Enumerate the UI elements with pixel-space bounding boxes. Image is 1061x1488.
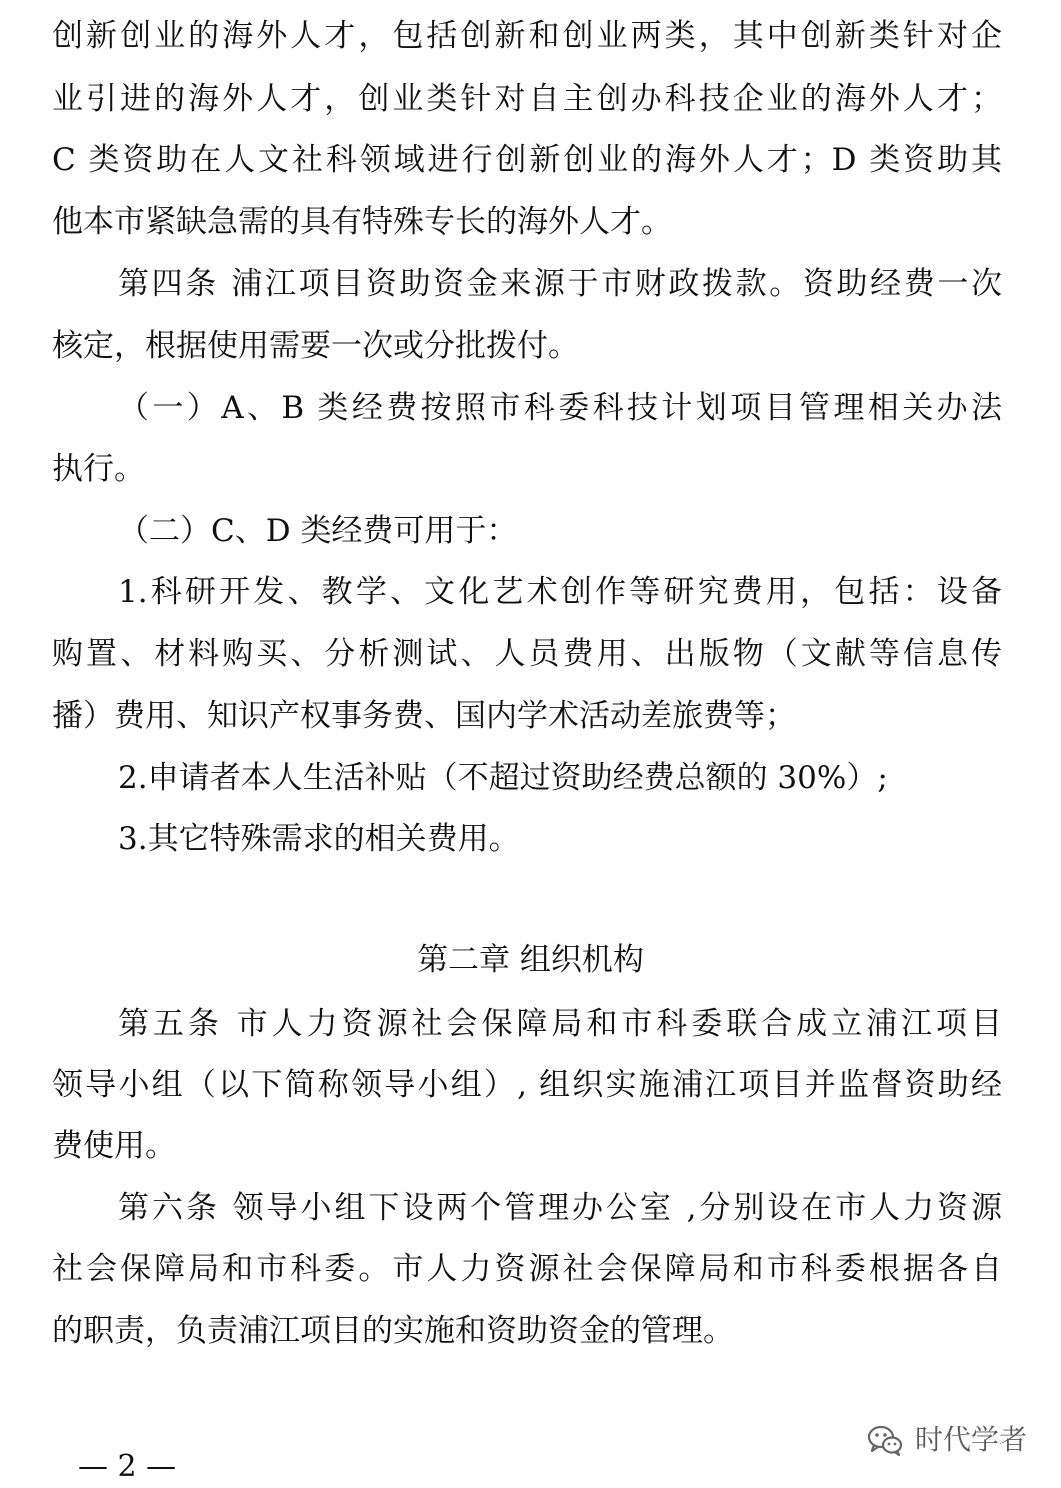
clause-1-line: （一）A、B 类经费按照市科委科技计划项目管理相关办法 — [118, 390, 1002, 426]
article-5-line: 第五条 市人力资源社会保障局和市科委联合成立浦江项目 — [118, 1006, 1002, 1042]
page-number: — 2 — — [78, 1449, 177, 1484]
article-6-line: 第六条 领导小组下设两个管理办公室 ,分别设在市人力资源 — [118, 1190, 1002, 1226]
text-line: 的职责，负责浦江项目的实施和资助资金的管理。 — [52, 1313, 734, 1349]
text-line: 他本市紧缺急需的具有特殊专长的海外人才。 — [52, 204, 672, 240]
clause-2-line: （二）C、D 类经费可用于： — [118, 513, 518, 549]
text-line: 社会保障局和市科委。市人力资源社会保障局和市科委根据各自 — [52, 1251, 1002, 1287]
text-line: 核定，根据使用需要一次或分批拨付。 — [52, 328, 579, 364]
item-3-line: 3.其它特殊需求的相关费用。 — [118, 821, 520, 857]
text-line: 业引进的海外人才，创业类针对自主创办科技企业的海外人才； — [52, 81, 1002, 117]
wechat-icon — [865, 1420, 905, 1460]
item-2-line: 2.申请者本人生活补贴（不超过资助经费总额的 30%）; — [118, 760, 888, 796]
text-line: 创新创业的海外人才，包括创新和创业两类，其中创新类针对企 — [52, 18, 1002, 54]
watermark-text: 时代学者 — [914, 1423, 1027, 1456]
article-4-line: 第四条 浦江项目资助资金来源于市财政拨款。资助经费一次 — [118, 266, 1002, 302]
text-line: 费使用。 — [52, 1128, 176, 1164]
text-line: 购置、材料购买、分析测试、人员费用、出版物（文献等信息传 — [52, 636, 1002, 672]
text-line: 执行。 — [52, 451, 145, 487]
watermark — [865, 1420, 1027, 1460]
text-line: C 类资助在人文社科领域进行创新创业的海外人才；D 类资助其 — [52, 142, 1002, 178]
chapter-title: 第二章 组织机构 — [417, 942, 644, 978]
text-line: 播）费用、知识产权事务费、国内学术活动差旅费等； — [52, 698, 796, 734]
item-1-line: 1.科研开发、教学、文化艺术创作等研究费用，包括：设备 — [118, 574, 1002, 610]
text-line: 领导小组（以下简称领导小组）, 组织实施浦江项目并监督资助经 — [52, 1067, 1002, 1103]
